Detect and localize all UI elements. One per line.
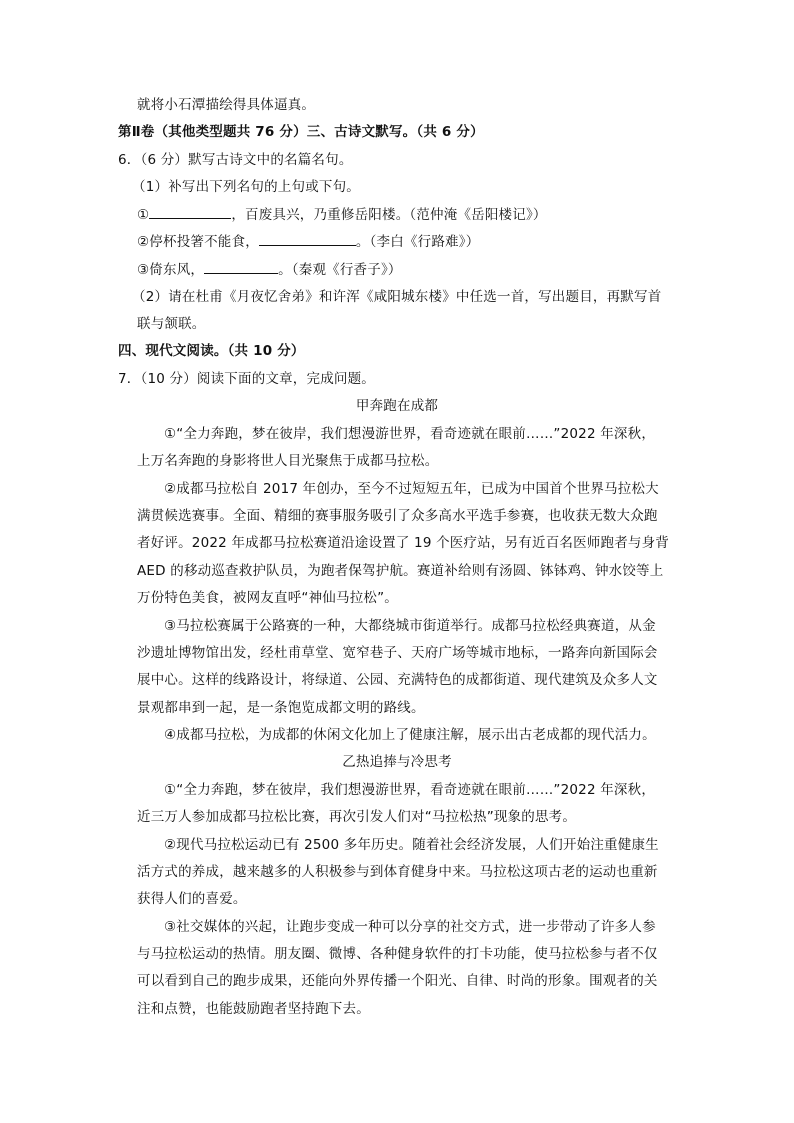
article-a-line: 万份特色美食，被网友直呼“神仙马拉松”。 [137,590,398,606]
article-b-line: ②现代马拉松运动已有 2500 多年历史。随着社会经济发展，人们开始注重健康生 [164,837,659,853]
q6-item3-after: 。（秦观《行香子》） [278,262,402,278]
article-b-line: 注和点赞，也能鼓励跑者坚持跑下去。 [137,1001,370,1017]
previous-answer-fragment: 就将小石潭描绘得具体逼真。 [137,97,316,113]
section-header-reading: 四、现代文阅读。（共 10 分） [118,343,305,359]
article-a-line: 上万名奔跑的身影将世人目光聚焦于成都马拉松。 [137,453,439,469]
article-b-line: 与马拉松运动的热情。朋友圈、微博、各种健身软件的打卡功能，使马拉松参与者不仅 [137,946,658,962]
article-b-line: ③社交媒体的兴起，让跑步变成一种可以分享的社交方式，进一步带动了许多人参 [164,919,656,935]
article-a-line: 展中心。这样的线路设计，将绿道、公园、充满特色的成都街道、现代建筑及众多人文 [137,672,658,688]
article-a-line: ①“全力奔跑，梦在彼岸，我们想漫游世界，看奇迹就在眼前……”2022 年深秋， [164,426,656,442]
q6-sub1-label: （1）补写出下列名句的上句或下句。 [132,179,360,195]
article-a-line: ④成都马拉松，为成都的休闲文化加上了健康注解，展示出古老成都的现代活力。 [164,727,656,743]
article-b-line: ①“全力奔跑，梦在彼岸，我们想漫游世界，看奇迹就在眼前……”2022 年深秋， [164,782,656,798]
q6-item2-before: ②停杯投箸不能食， [137,234,259,250]
article-b-line: 可以看到自己的跑步成果，还能向外界传播一个阳光、自律、时尚的形象。围观者的关 [137,973,658,989]
answer-blank-3[interactable] [204,259,278,274]
q6-item2-after: 。（李白《行路难》） [355,234,480,250]
article-a-line: ②成都马拉松自 2017 年创办，至今不过短短五年，已成为中国首个世界马拉松大 [164,481,659,497]
q7-stem: 7．（10 分）阅读下面的文章，完成问题。 [118,371,376,387]
article-b-line: 近三万人参加成都马拉松比赛，再次引发人们对“马拉松热”现象的思考。 [137,809,577,825]
article-a-line: 沙遗址博物馆出发，经杜甫草堂、宽窄巷子、天府广场等城市地标，一路奔向新国际会 [137,645,658,661]
q6-item3 [137,259,402,280]
q6-stem: 6．（6 分）默写古诗文中的名篇名句。 [118,152,353,168]
q6-sub2-line2: 联与颔联。 [137,316,206,332]
q6-sub2-line1: （2）请在杜甫《月夜忆舍弟》和许浑《咸阳城东楼》中任选一首，写出题目，再默写首 [132,289,662,305]
article-b-line: 获得人们的喜爱。 [137,891,247,907]
article-b-line: 活方式的养成，越来越多的人积极参与到体育健身中来。马拉松这项古老的运动也重新 [137,864,658,880]
q6-item1-text: ，百废具兴，乃重修岳阳楼。（范仲淹《岳阳楼记》） [231,207,547,223]
article-a-line: 满贯候选赛事。全面、精细的赛事服务吸引了众多高水平选手参赛，也收获无数大众跑 [137,508,658,524]
q6-item1-num: ① [137,207,150,223]
q6-item1 [137,204,547,225]
article-a-line: 景观都串到一起，是一条饱览成都文明的路线。 [137,700,425,716]
answer-blank-2[interactable] [259,231,356,246]
article-a-line: ③马拉松赛属于公路赛的一种，大都绕城市街道举行。成都马拉松经典赛道，从金 [164,618,656,634]
article-a-title: 甲奔跑在成都 [355,398,439,414]
article-a-line: 者好评。2022 年成都马拉松赛道沿途设置了 19 个医疗站，另有近百名医师跑者与身背 [137,535,670,551]
q6-item2 [137,231,479,252]
article-b-title: 乙热追捧与冷思考 [342,754,452,770]
q6-item3-before: ③倚东风， [137,262,205,278]
article-a-line: AED 的移动巡查救护队员，为跑者保驾护航。赛道补给则有汤圆、钵钵鸡、钟水饺等上 [137,563,664,579]
section-header-poetry: 第Ⅱ卷（其他类型题共 76 分）三、古诗文默写。（共 6 分） [118,124,484,140]
answer-blank-1[interactable] [149,204,231,219]
